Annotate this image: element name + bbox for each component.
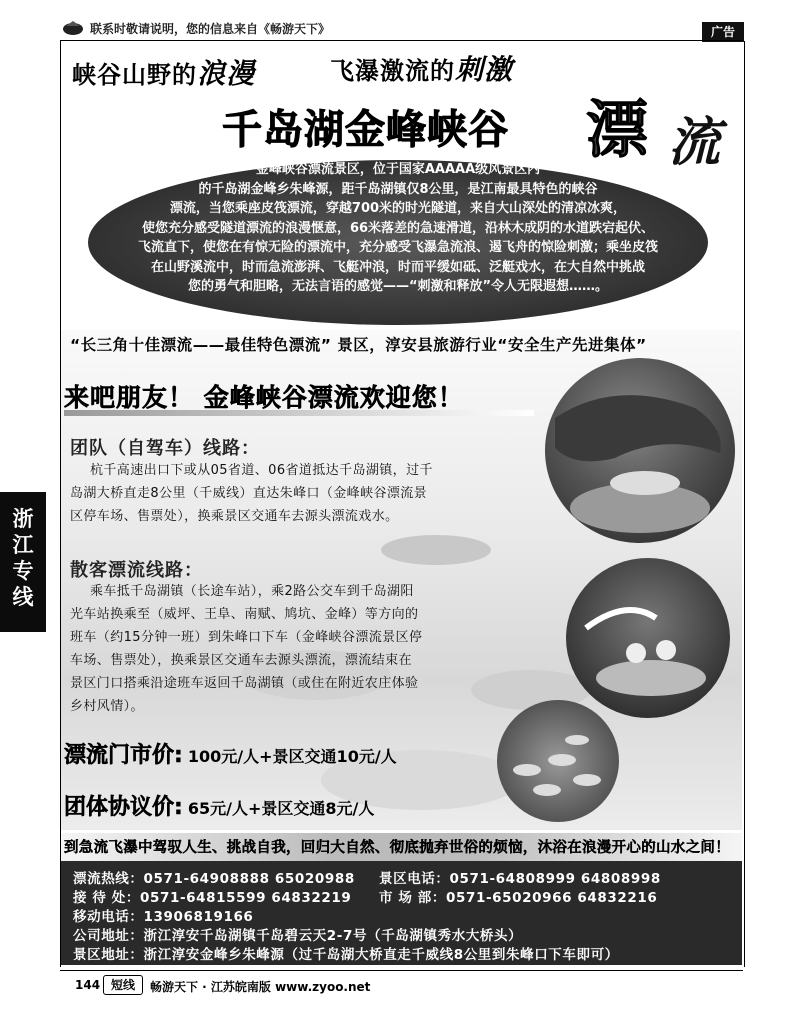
team-route-line: 杭千高速出口下或从05省道、06省道抵达千岛湖镇，过千 [90, 463, 433, 478]
retail-price [64, 738, 397, 769]
slogan-thrill-text: 飞瀑激流的 [330, 57, 455, 85]
intro-line: 的千岛湖金峰乡朱峰源，距千岛湖镇仅8公里，是江南最具特色的峡谷 [198, 181, 598, 197]
office-value: 0571-64808999 64808998 [449, 871, 661, 887]
travel-logo-icon [62, 20, 84, 36]
company-address-value: 浙江淳安千岛湖镇千岛碧云天2-7号（千岛湖镇秀水大桥头） [143, 928, 523, 944]
honor-line: “长三角十佳漂流——最佳特色漂流” 景区，淳安县旅游行业“安全生产先进集体” [70, 336, 647, 354]
hotline-row [73, 867, 355, 887]
company-address-label: 公司地址： [73, 928, 144, 944]
section-badge: 短线 [103, 975, 143, 995]
office-row [379, 867, 661, 887]
slogan-romance-text: 峡谷山野的 [72, 61, 197, 89]
scenic-address-value: 浙江淳安金峰乡朱峰源（过千岛湖大桥直走千威线8公里到朱峰口下车即可） [143, 947, 619, 963]
team-route-line: 岛湖大桥直走8公里（千威线）直达朱峰口（金峰峡谷漂流景 [70, 486, 428, 501]
intro-line: 金峰峡谷漂流景区，位于国家AAAAA级风景区内 [255, 162, 541, 177]
intro-line: 飞流直下，使您在有惊无险的漂流中，充分感受飞瀑急流浪、遏飞舟的惊险刺激；乘坐皮筏 [137, 240, 658, 255]
title-rafting-char2: 流 [668, 112, 721, 173]
source-note: 联系时敬请说明，您的信息来自《畅游天下》 [90, 22, 331, 36]
office-label: 景区电话： [379, 871, 450, 887]
mobile-row [73, 905, 253, 925]
slogan-thrill [330, 48, 513, 88]
contact-panel [61, 861, 742, 965]
footer-divider [60, 970, 743, 971]
photo-rapids-rafting [566, 558, 730, 718]
slogan-romance [72, 52, 255, 92]
mobile-value: 13906819166 [143, 909, 254, 925]
reception-label: 接 待 处： [73, 890, 140, 906]
retail-price-value: 100元/人+景区交通10元/人 [187, 747, 397, 766]
slogan-banner: 到急流飞瀑中驾驭人生、挑战自我，回归大自然、彻底抛弃世俗的烦恼，沐浴在浪漫开心的山水之间！ [64, 840, 730, 856]
scenic-address-label: 景区地址： [73, 947, 144, 963]
scenic-address-row [73, 943, 619, 963]
team-route-text [70, 459, 530, 528]
side-tab-char: 江 [12, 533, 34, 557]
side-tab-char: 浙 [12, 507, 34, 531]
region-side-tab [0, 492, 46, 632]
individual-route-text [70, 580, 530, 718]
individual-route-title: 散客漂流线路： [70, 560, 203, 581]
page-number: 144 [75, 978, 101, 992]
intro-line: 使您充分感受隧道漂流的浪漫惬意，66米落差的急速滑道，沿林木成阴的水道跌宕起伏、 [141, 220, 655, 236]
slogan-romance-cursive: 浪漫 [197, 57, 256, 90]
title-rafting-char1: 漂 [586, 93, 649, 166]
market-label: 市 场 部： [379, 890, 446, 906]
side-tab-char: 线 [12, 585, 34, 609]
hotline-value: 0571-64908888 65020988 [143, 871, 355, 887]
intro-text [100, 160, 696, 297]
team-route-title: 团队（自驾车）线路： [70, 438, 260, 459]
company-address-row [73, 924, 522, 944]
side-tab-char: 专 [12, 559, 34, 583]
welcome-heading: 来吧朋友！ 金峰峡谷漂流欢迎您！ [64, 383, 464, 412]
group-price-value: 65元/人+景区交通8元/人 [187, 799, 375, 818]
intro-line: 在山野溪流中，时而急流澎湃、飞艇冲浪，时而平缓如砥、泛艇戏水，在大自然中挑战 [150, 259, 645, 275]
page-title: 千岛湖金峰峡谷 [222, 107, 509, 153]
intro-line: 漂流，当您乘座皮筏漂流，穿越700米的时光隧道，来自大山深处的清凉冰爽， [169, 201, 627, 216]
reception-value: 0571-64815599 64832219 [140, 890, 352, 906]
footer-publication: 畅游天下 · 江苏皖南版 www.zyoo.net [150, 980, 371, 994]
retail-price-label: 漂流门市价: [64, 743, 183, 768]
individual-route-line: 班车（约15分钟一班）到朱峰口下车（金峰峡谷漂流景区停 [70, 630, 423, 645]
photo-crowd-rafting [497, 700, 619, 822]
individual-route-line: 景区门口搭乘沿途班车返回千岛湖镇（或住在附近农庄体验 [70, 676, 419, 691]
photo-cliff-rafting [545, 358, 735, 543]
individual-route-line: 乡村风情）。 [70, 699, 144, 714]
intro-line: 您的勇气和胆略，无法言语的感觉——“刺激和释放”令人无限遐想……。 [187, 279, 609, 294]
group-price-label: 团体协议价: [64, 795, 183, 820]
ad-tag: 广告 [702, 22, 744, 42]
slogan-thrill-cursive: 刺激 [455, 53, 514, 86]
hotline-label: 漂流热线： [73, 871, 144, 887]
individual-route-line: 乘车抵千岛湖镇（长途车站），乘2路公交车到千岛湖阳 [90, 584, 414, 599]
reception-row [73, 886, 351, 906]
individual-route-line: 光车站换乘至（威坪、王阜、南赋、鸠坑、金峰）等方向的 [70, 607, 419, 622]
mobile-label: 移动电话： [73, 909, 144, 925]
market-row [379, 886, 657, 906]
group-price [64, 790, 374, 821]
team-route-line: 区停车场、售票处），换乘景区交通车去源头漂流戏水。 [70, 509, 399, 524]
market-value: 0571-65020966 64832216 [446, 890, 658, 906]
individual-route-line: 车场、售票处），换乘景区交通车去源头漂流，漂流结束在 [70, 653, 412, 668]
